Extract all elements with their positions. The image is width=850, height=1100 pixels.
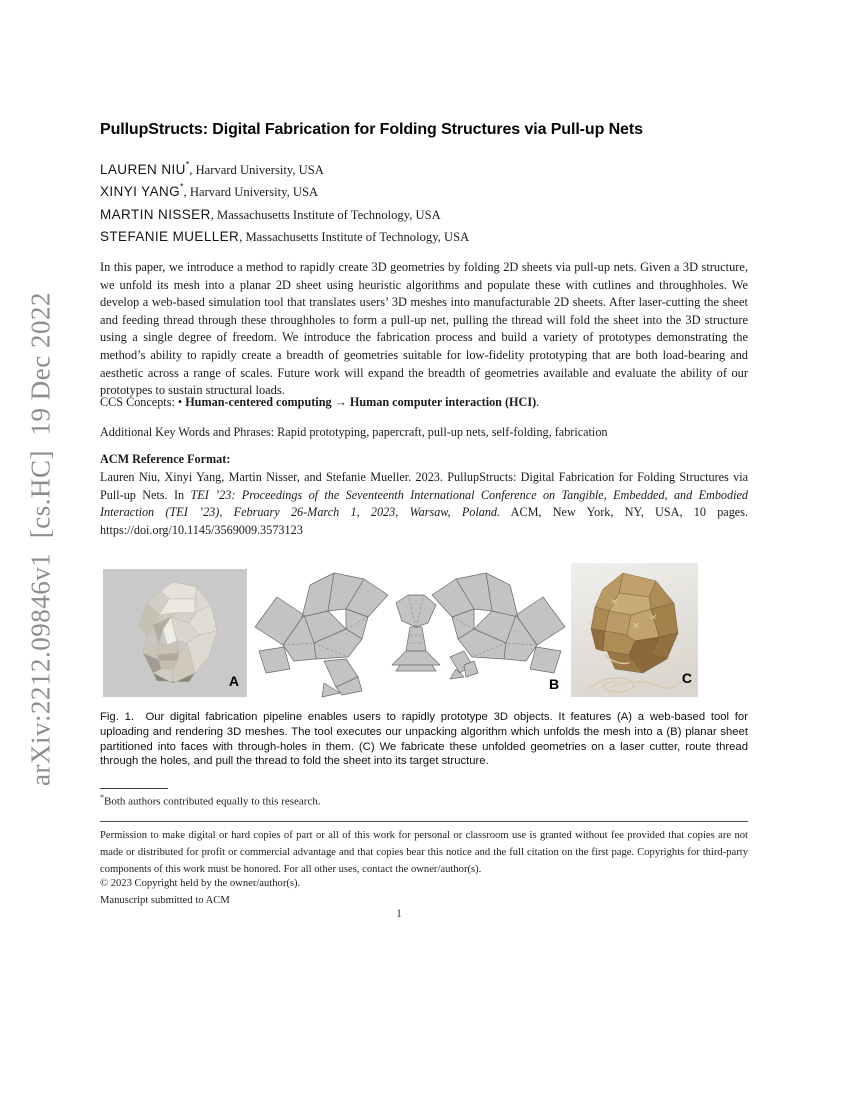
ccs-suffix: .: [536, 395, 540, 409]
figure-caption: [100, 710, 748, 769]
permission-divider: [100, 821, 748, 822]
acm-reference-text: [100, 469, 748, 539]
copyright-line: © 2023 Copyright held by the owner/author(s).: [100, 878, 301, 889]
3d-face-mesh-image: [103, 569, 247, 697]
author-list: [100, 159, 748, 249]
ccs-concepts: [100, 395, 748, 410]
ccs-concept: Human-centered computing: [185, 395, 332, 409]
footnote-marker: *: [100, 793, 104, 802]
author-row: [100, 226, 748, 248]
figure-caption-text: Our digital fabrication pipeline enables users to rapidly prototype 3D objects. It features (A) a web-based tool for uploading and rendering 3D meshes. The tool executes our unpacking algorithm which unfolds the mesh into a (B) planar sheet partitioned into faces with through-holes in them. (C) We fabricate these unfolded geometries on a laser cutter, route thread through the holes, and pull the thread to fold the sheet into its target structure.: [100, 711, 748, 768]
author-footnote-marker: *: [180, 182, 184, 193]
footnote-text: Both authors contributed equally to this research.: [104, 795, 321, 808]
figure-panel-3d-render: [103, 569, 247, 697]
author-name: LAUREN NIU: [100, 162, 186, 177]
ccs-concept: Human computer interaction (HCI): [349, 395, 537, 409]
ccs-arrow: →: [331, 395, 350, 409]
footnote-divider: [100, 788, 168, 789]
text-column: [100, 0, 748, 1100]
page-number: 1: [396, 908, 402, 920]
author-footnote-marker: *: [185, 159, 190, 170]
figure-label-b: B: [549, 676, 560, 692]
author-affiliation: , Harvard University, USA: [189, 163, 324, 177]
figure-1: [100, 563, 748, 703]
author-row: [100, 181, 748, 203]
author-affiliation: , Massachusetts Institute of Technology, USA: [210, 207, 441, 222]
figure-caption-label: Fig. 1.: [100, 711, 134, 723]
unfolded-net-image: [250, 565, 570, 702]
abstract-text: In this paper, we introduce a method to rapidly create 3D geometries by folding 2D sheets via pull-up nets. Given a 3D structure, we unfold its mesh into a planar 2D sheet using heuristic algorithms and populate these with cutlines and throughholes. We develop a web-based simulation tool that translates users’ 3D meshes into manufacturable 2D sheets. After laser-cutting the sheet and feeding thread through these throughholes to form a pull-up net, pulling the thread will fold the sheet into the 3D structure using a single degree of freedom. We introduce the fabrication process and build a variety of prototypes demonstrating the method’s ability to rapidly create a breadth of geometries suitable for low-fidelity prototyping that are both load-bearing and aesthetic across a range of scales. Future work will expand the breadth of geometries available and evaluate the ability of our prototypes to sustain structural loads.: [100, 260, 748, 398]
manuscript-line: Manuscript submitted to ACM: [100, 895, 230, 906]
figure-panel-unfolded-net: [250, 565, 570, 702]
cardboard-face-photo: [571, 563, 698, 697]
paper-title: PullupStructs: Digital Fabrication for Folding Structures via Pull-up Nets: [100, 121, 643, 138]
author-row: [100, 159, 748, 181]
author-name: STEFANIE MUELLER: [100, 229, 240, 245]
author-affiliation: , Harvard University, USA: [183, 185, 319, 200]
acm-reference-pre: Lauren Niu, Xinyi Yang, Martin Nisser, and Stefanie Mueller. 2023. PullupStructs: Digital Fabrication for Folding Structures via Pull-up Nets. In: [100, 470, 748, 502]
ccs-prefix: CCS Concepts: •: [100, 395, 186, 409]
figure-panel-cardboard-photo: [571, 563, 698, 697]
figure-label-c: C: [681, 670, 692, 686]
arxiv-watermark: arXiv:2212.09846v1 [cs.HC] 19 Dec 2022: [25, 292, 56, 786]
permission-statement: Permission to make digital or hard copies of part or all of this work for personal or classroom use is granted without fee provided that copies are not made or distributed for profit or commercial advantage and that copies bear this notice and the full citation on the first page. Copyrights for third-party components of this work must be honored. For all other uses, contact the owner/author(s).: [100, 830, 748, 875]
acm-reference-post: ACM, New York, NY, USA, 10 pages. https://doi.org/10.1145/3569009.3573123: [100, 505, 748, 537]
acm-reference-venue: TEI ’23: Proceedings of the Seventeenth International Conference on Tangible, Embedded, and Embodied Interaction (TEI ’23), February 26-March 1, 2023, Warsaw, Poland.: [100, 487, 748, 519]
keywords-line: Additional Key Words and Phrases: Rapid prototyping, papercraft, pull-up nets, self-folding, fabrication: [100, 425, 608, 439]
figure-label-a: A: [228, 673, 239, 689]
author-name: MARTIN NISSER: [100, 206, 211, 222]
acm-reference-heading: ACM Reference Format:: [100, 452, 231, 466]
author-name: XINYI YANG: [100, 184, 181, 200]
equal-contribution-footnote: [100, 793, 748, 808]
author-row: [100, 204, 748, 226]
author-affiliation: , Massachusetts Institute of Technology, USA: [239, 230, 470, 245]
